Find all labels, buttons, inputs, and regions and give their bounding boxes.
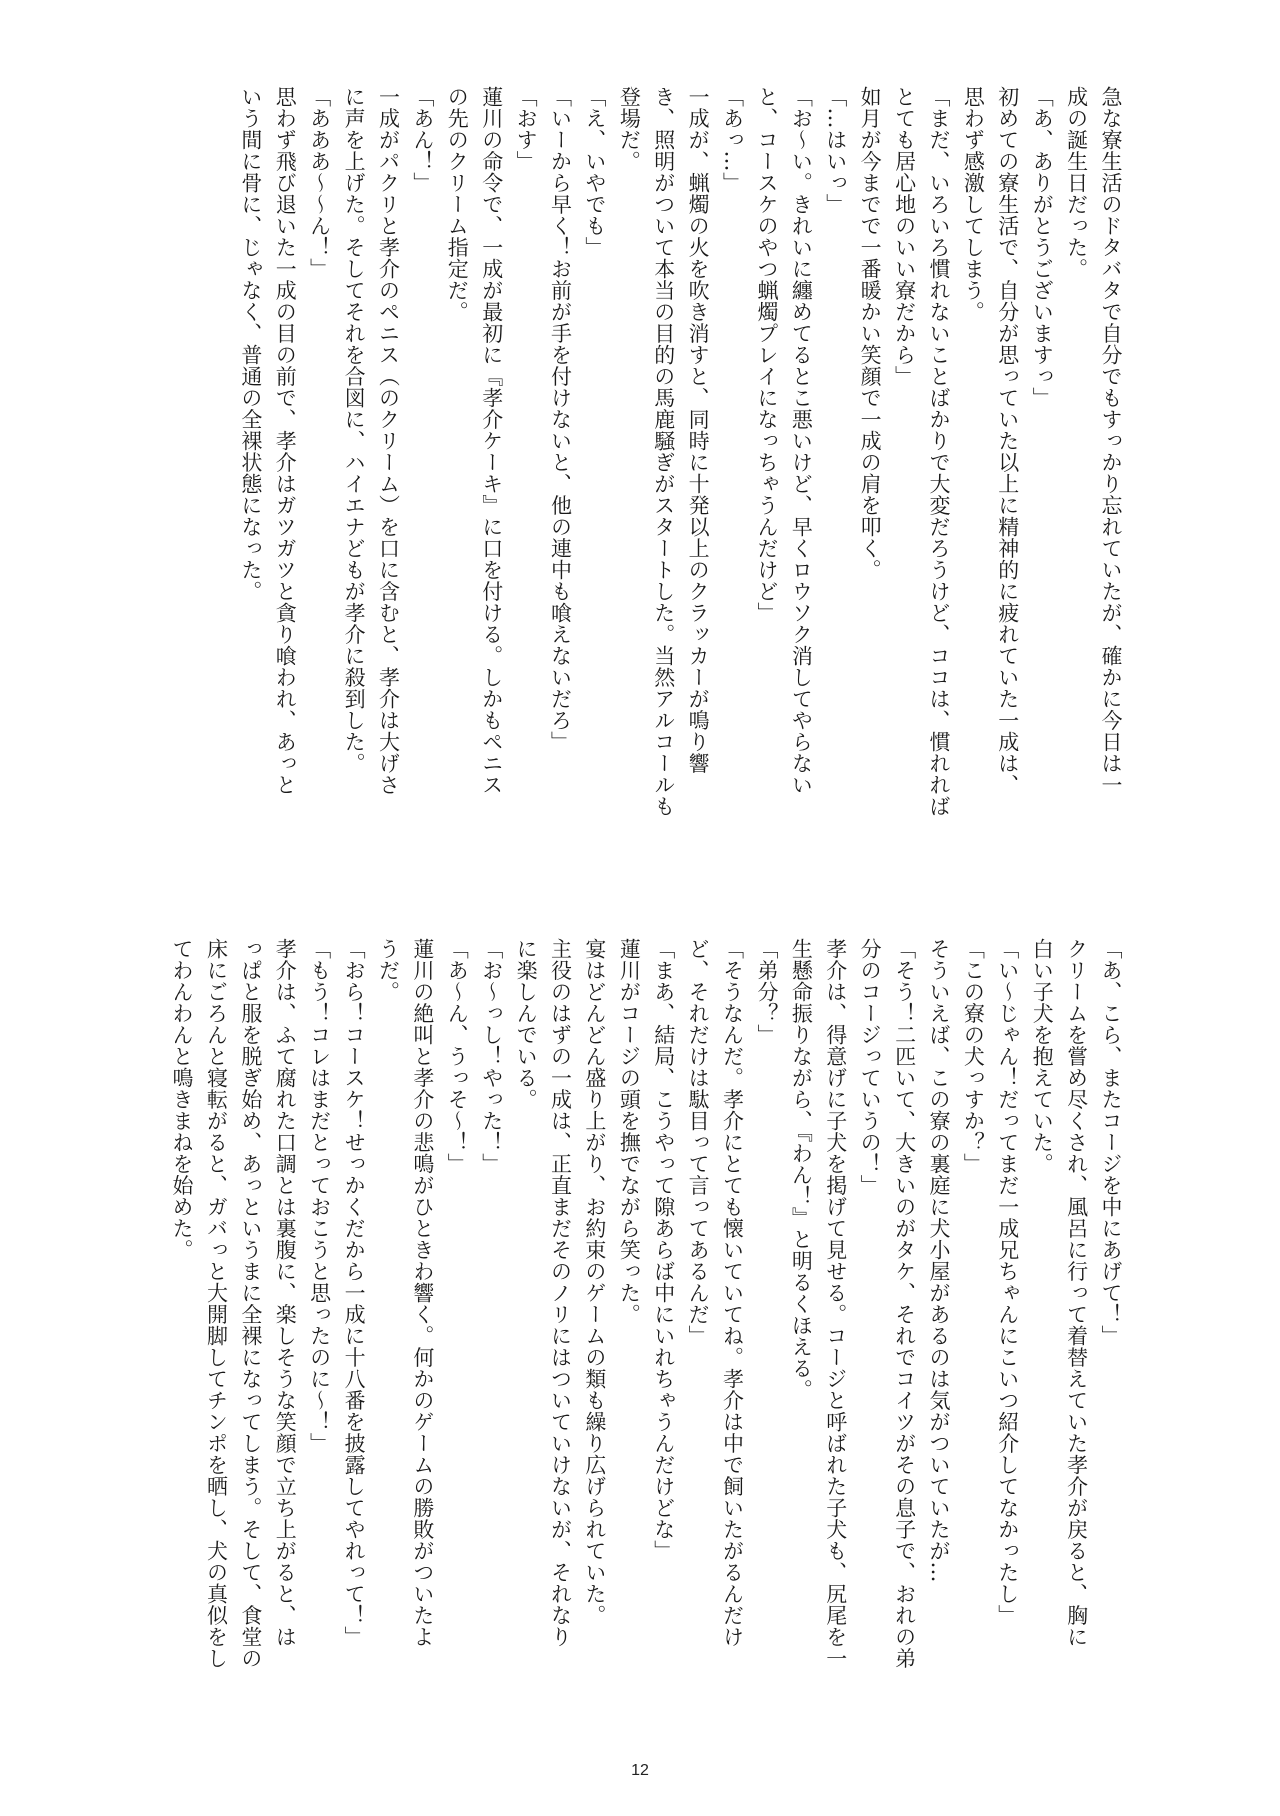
text-line: っぱと服を脱ぎ始め、あっというまに全裸になってしまう。そして、食堂の <box>238 938 263 1669</box>
text-line: 蓮川がコージの頭を撫でながら笑った。 <box>617 938 642 1325</box>
text-line: 「この寮の犬っすか？」 <box>961 938 986 1175</box>
text-line: 登場だ。 <box>617 86 642 172</box>
text-line: 「お～い。きれいに纏めてるとこ悪いけど、早くロウソク消してやらない <box>789 86 814 796</box>
text-block-top <box>233 86 1128 876</box>
text-line: 主役のはずの一成は、正直まだそのノリにはついていけないが、それなり <box>548 938 573 1648</box>
text-line: 「いーから早く！お前が手を付けないと、他の連中も喰えないだろ」 <box>548 86 573 753</box>
text-line: 生懸命振りながら、『わん！』と明るくほえる。 <box>789 938 814 1401</box>
text-line: 「まあ、結局、こうやって隙あらば中にいれちゃうんだけどな」 <box>651 938 676 1562</box>
text-line: 「あああ～～ん！」 <box>307 86 332 280</box>
text-line: 急な寮生活のドタバタで自分でもすっかり忘れていたが、確かに今日は一 <box>1099 86 1123 796</box>
text-line: 孝介は、得意げに子犬を掲げて見せる。コージと呼ばれた子犬も、尻尾を一 <box>823 938 848 1669</box>
text-line: き、照明がついて本当の目的の馬鹿騒ぎがスタートした。当然アルコールも <box>651 86 676 817</box>
text-line: 初めての寮生活で、自分が思っていた以上に精神的に疲れていた一成は、 <box>995 86 1020 796</box>
text-line: に声を上げた。そしてそれを合図に、ハイエナどもが孝介に殺到した。 <box>342 86 367 774</box>
text-line: 蓮川の命令で、一成が最初に『孝介ケーキ』に口を付ける。しかもペニス <box>479 86 504 796</box>
text-line: 思わず感激してしまう。 <box>961 86 986 323</box>
text-line: 「おら！コースケ！せっかくだから一成に十八番を披露してやれって！」 <box>342 938 367 1648</box>
text-line: に楽しんでいる。 <box>514 938 539 1110</box>
text-line: 「え、いやでも」 <box>582 86 607 258</box>
text-line: うだ。 <box>376 938 401 1003</box>
text-line: 「まだ、いろいろ慣れないことばかりで大変だろうけど、ココは、慣れれば <box>926 86 951 817</box>
text-line: クリームを嘗め尽くされ、風呂に行って着替えていた孝介が戻ると、胸に <box>1064 938 1089 1648</box>
text-block-bottom <box>165 938 1128 1718</box>
page-number: 12 <box>631 1762 649 1779</box>
text-line: 思わず飛び退いた一成の目の前で、孝介はガツガツと貪り喰われ、あっと <box>273 86 298 796</box>
text-line: 「あっ…」 <box>720 86 745 194</box>
text-line: 「お～っし！やった！」 <box>479 938 504 1175</box>
text-line: 成の誕生日だった。 <box>1064 86 1089 280</box>
text-line: 「あ～ん、うっそ～！」 <box>445 938 470 1175</box>
text-line: 「あ、こら、またコージを中にあげて！」 <box>1099 938 1123 1347</box>
text-line: いう間に骨に、じゃなく、普通の全裸状態になった。 <box>238 86 263 602</box>
text-line: 「そう！二匹いて、大きいのがタケ、それでコイツがその息子で、おれの弟 <box>892 938 917 1669</box>
text-line: 如月が今までで一番暖かい笑顔で一成の肩を叩く。 <box>858 86 883 581</box>
text-line: 「おす」 <box>514 86 539 172</box>
text-line: の先のクリーム指定だ。 <box>445 86 470 323</box>
text-line: 蓮川の絶叫と孝介の悲鳴がひときわ響く。何かのゲームの勝敗がついたよ <box>410 938 435 1648</box>
text-line: 「もう！コレはまだとっておこうと思ったのに～！」 <box>307 938 332 1454</box>
text-line: 「…はいっ」 <box>823 86 848 215</box>
text-line: 「弟分？」 <box>754 938 779 1046</box>
text-line: 一成がパクリと孝介のペニス（のクリーム）を口に含むと、孝介は大げさ <box>376 86 401 796</box>
text-line: 分のコージっていうの！」 <box>858 938 883 1196</box>
text-line: 一成が、蝋燭の火を吹き消すと、同時に十発以上のクラッカーが鳴り響 <box>686 86 711 774</box>
text-line: 白い子犬を抱えていた。 <box>1030 938 1055 1175</box>
text-line: とても居心地のいい寮だから」 <box>892 86 917 387</box>
text-line: と、コースケのやつ蝋燭プレイになっちゃうんだけど」 <box>754 86 779 624</box>
text-line: 床にごろんと寝転がると、ガバっと大開脚してチンポを晒し、犬の真似をし <box>204 938 229 1669</box>
text-line: ど、それだけは駄目って言ってあるんだ」 <box>686 938 711 1347</box>
text-line: そういえば、この寮の裏庭に犬小屋があるのは気がついていたが… <box>926 938 951 1583</box>
text-line: 「あ、ありがとうございますっ」 <box>1030 86 1055 409</box>
text-line: 宴はどんどん盛り上がり、お約束のゲームの類も繰り広げられていた。 <box>582 938 607 1626</box>
text-line: 「あん！」 <box>410 86 435 194</box>
text-line: 「そうなんだ。孝介にとても懐いていてね。孝介は中で飼いたがるんだけ <box>720 938 745 1648</box>
text-line: 孝介は、ふて腐れた口調とは裏腹に、楽しそうな笑顔で立ち上がると、は <box>273 938 298 1648</box>
text-line: てわんわんと鳴きまねを始めた。 <box>170 938 195 1261</box>
text-line: 「い～じゃん！だってまだ一成兄ちゃんにこいつ紹介してなかったし」 <box>995 938 1020 1626</box>
